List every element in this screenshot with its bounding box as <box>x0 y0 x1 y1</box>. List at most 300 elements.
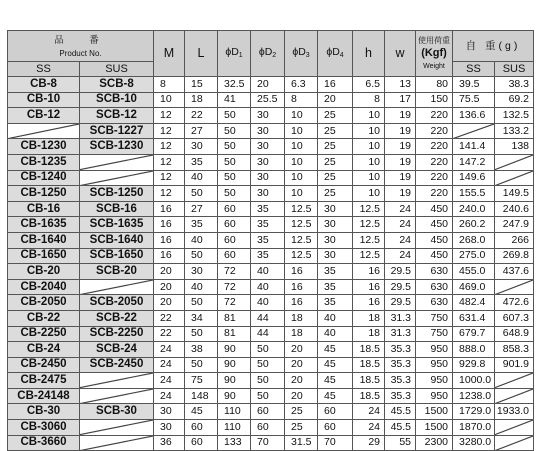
table-row <box>8 357 534 373</box>
d2-cell: 35 <box>251 217 285 233</box>
weight-sus-cell: 472.6 <box>495 295 534 311</box>
w-cell: 19 <box>385 186 416 202</box>
load-cell: 950 <box>416 357 453 373</box>
product-ss-cell: CB-20 <box>8 264 80 280</box>
weight-sus-cell: 607.3 <box>495 310 534 326</box>
d2-cell: 25.5 <box>251 92 285 108</box>
d4-cell: 30 <box>318 217 353 233</box>
d4-cell: 40 <box>318 326 353 342</box>
l-cell: 18 <box>185 92 218 108</box>
product-sus-cell: SCB-2250 <box>80 326 154 342</box>
product-ss-cell: CB-10 <box>8 92 80 108</box>
product-sus-cell-empty <box>80 388 154 404</box>
l-cell: 15 <box>185 77 218 93</box>
d3-cell: 10 <box>285 108 318 124</box>
d2-cell: 50 <box>251 342 285 358</box>
table-row <box>8 248 534 264</box>
diagonal-slash <box>495 436 533 451</box>
weight-sus-cell: 901.9 <box>495 357 534 373</box>
d4-label: ϕD <box>326 45 340 58</box>
load-cell: 220 <box>416 139 453 155</box>
d4-cell: 60 <box>318 420 353 436</box>
product-sus-cell-empty <box>80 420 154 436</box>
d2-subscript: 2 <box>272 51 277 59</box>
table-row <box>8 77 534 93</box>
table-row <box>8 420 534 436</box>
weight-ss-cell: 455.0 <box>453 264 495 280</box>
m-cell: 12 <box>154 139 185 155</box>
diagonal-slash <box>8 124 79 139</box>
d2-cell: 60 <box>251 420 285 436</box>
d1-cell: 41 <box>218 92 251 108</box>
d1-cell: 50 <box>218 186 251 202</box>
table-row <box>8 326 534 342</box>
h-cell: 16 <box>353 279 385 295</box>
m-cell: 16 <box>154 201 185 217</box>
weight-sus-cell: 69.2 <box>495 92 534 108</box>
col-header-h: h <box>353 31 385 77</box>
col-header-d1 <box>218 31 251 77</box>
h-cell: 18.5 <box>353 357 385 373</box>
product-number-header-en: Product No. <box>59 49 102 58</box>
w-cell: 17 <box>385 92 416 108</box>
l-cell: 38 <box>185 342 218 358</box>
d4-cell: 25 <box>318 170 353 186</box>
load-cell: 630 <box>416 295 453 311</box>
m-cell: 30 <box>154 404 185 420</box>
h-cell: 8 <box>353 92 385 108</box>
m-cell: 16 <box>154 232 185 248</box>
m-cell: 8 <box>154 77 185 93</box>
product-sus-cell: SCB-1650 <box>80 248 154 264</box>
load-cell: 950 <box>416 373 453 389</box>
weight-ss-cell: 147.2 <box>453 154 495 170</box>
d3-cell: 18 <box>285 326 318 342</box>
m-cell: 24 <box>154 357 185 373</box>
weight-ss-cell: 240.0 <box>453 201 495 217</box>
table-row <box>8 232 534 248</box>
w-cell: 35.3 <box>385 357 416 373</box>
w-cell: 31.3 <box>385 310 416 326</box>
load-cell: 450 <box>416 248 453 264</box>
weight-sus-cell: 269.8 <box>495 248 534 264</box>
l-cell: 40 <box>185 232 218 248</box>
d3-cell: 10 <box>285 154 318 170</box>
load-cell: 1500 <box>416 420 453 436</box>
load-cell: 220 <box>416 123 453 139</box>
l-cell: 60 <box>185 420 218 436</box>
w-cell: 45.5 <box>385 404 416 420</box>
d3-cell: 10 <box>285 186 318 202</box>
d4-cell: 35 <box>318 295 353 311</box>
spec-table <box>7 30 534 451</box>
weight-ss-cell: 260.2 <box>453 217 495 233</box>
d2-cell: 44 <box>251 310 285 326</box>
product-ss-cell: CB-8 <box>8 77 80 93</box>
l-cell: 45 <box>185 404 218 420</box>
load-cell: 220 <box>416 108 453 124</box>
product-sus-cell: SCB-22 <box>80 310 154 326</box>
diagonal-slash <box>80 436 153 451</box>
product-sus-cell-empty <box>80 373 154 389</box>
d1-cell: 60 <box>218 201 251 217</box>
weight-sus-cell-empty <box>495 170 534 186</box>
weight-sus-cell: 247.9 <box>495 217 534 233</box>
d2-cell: 35 <box>251 201 285 217</box>
table-row <box>8 310 534 326</box>
load-header-en: Weight <box>423 63 445 70</box>
m-cell: 12 <box>154 154 185 170</box>
w-cell: 13 <box>385 77 416 93</box>
d1-cell: 90 <box>218 342 251 358</box>
spec-table-body <box>8 77 534 451</box>
d2-cell: 50 <box>251 373 285 389</box>
weight-ss-cell: 1729.0 <box>453 404 495 420</box>
product-ss-cell: CB-2040 <box>8 279 80 295</box>
table-row <box>8 295 534 311</box>
w-cell: 24 <box>385 232 416 248</box>
product-sus-cell: SCB-1230 <box>80 139 154 155</box>
load-cell: 150 <box>416 92 453 108</box>
d3-cell: 10 <box>285 139 318 155</box>
l-cell: 35 <box>185 154 218 170</box>
d1-cell: 72 <box>218 279 251 295</box>
d1-cell: 32.5 <box>218 77 251 93</box>
w-cell: 24 <box>385 201 416 217</box>
load-cell: 630 <box>416 264 453 280</box>
product-sus-cell: SCB-8 <box>80 77 154 93</box>
d2-cell: 35 <box>251 248 285 264</box>
m-cell: 22 <box>154 310 185 326</box>
product-sus-cell: SCB-1227 <box>80 123 154 139</box>
h-cell: 29 <box>353 435 385 451</box>
d1-cell: 133 <box>218 435 251 451</box>
weight-sus-cell: 240.6 <box>495 201 534 217</box>
m-cell: 10 <box>154 92 185 108</box>
load-cell: 450 <box>416 217 453 233</box>
product-sus-cell: SCB-1635 <box>80 217 154 233</box>
weight-ss-cell: 275.0 <box>453 248 495 264</box>
d3-cell: 12.5 <box>285 232 318 248</box>
h-cell: 10 <box>353 108 385 124</box>
l-cell: 50 <box>185 186 218 202</box>
col-header-d2 <box>251 31 285 77</box>
d2-cell: 30 <box>251 154 285 170</box>
w-cell: 35.3 <box>385 373 416 389</box>
weight-ss-cell-empty <box>453 123 495 139</box>
w-cell: 35.3 <box>385 342 416 358</box>
m-cell: 12 <box>154 123 185 139</box>
d3-subscript: 3 <box>305 51 310 59</box>
product-sus-cell: SCB-2450 <box>80 357 154 373</box>
product-ss-cell: CB-1635 <box>8 217 80 233</box>
d2-cell: 40 <box>251 295 285 311</box>
load-header-unit: (Kgf) <box>421 47 447 59</box>
weight-sus-cell: 132.5 <box>495 108 534 124</box>
product-ss-cell: CB-2475 <box>8 373 80 389</box>
d3-cell: 6.3 <box>285 77 318 93</box>
col-header-d4 <box>318 31 353 77</box>
d3-cell: 12.5 <box>285 201 318 217</box>
w-cell: 19 <box>385 154 416 170</box>
d4-cell: 25 <box>318 123 353 139</box>
m-cell: 24 <box>154 373 185 389</box>
d3-cell: 31.5 <box>285 435 318 451</box>
diagonal-slash <box>495 155 533 170</box>
col-header-l: L <box>185 31 218 77</box>
product-ss-cell: CB-24148 <box>8 388 80 404</box>
w-cell: 19 <box>385 123 416 139</box>
load-cell: 80 <box>416 77 453 93</box>
d2-cell: 40 <box>251 279 285 295</box>
w-cell: 19 <box>385 139 416 155</box>
d1-label: ϕD <box>225 45 239 58</box>
d1-cell: 50 <box>218 139 251 155</box>
h-cell: 10 <box>353 170 385 186</box>
d3-cell: 20 <box>285 388 318 404</box>
d2-cell: 20 <box>251 77 285 93</box>
d3-cell: 20 <box>285 373 318 389</box>
diagonal-slash <box>80 171 153 186</box>
d3-cell: 16 <box>285 295 318 311</box>
d3-cell: 12.5 <box>285 217 318 233</box>
d4-cell: 70 <box>318 435 353 451</box>
h-cell: 18 <box>353 326 385 342</box>
w-cell: 29.5 <box>385 264 416 280</box>
l-cell: 50 <box>185 357 218 373</box>
m-cell: 16 <box>154 217 185 233</box>
load-cell: 1500 <box>416 404 453 420</box>
product-ss-cell: CB-2450 <box>8 357 80 373</box>
m-cell: 24 <box>154 388 185 404</box>
d2-cell: 35 <box>251 232 285 248</box>
d2-cell: 30 <box>251 186 285 202</box>
diagonal-slash <box>495 373 533 388</box>
d4-cell: 30 <box>318 232 353 248</box>
table-row <box>8 264 534 280</box>
weight-ss-cell: 3280.0 <box>453 435 495 451</box>
h-cell: 18 <box>353 310 385 326</box>
l-cell: 22 <box>185 108 218 124</box>
col-header-d3 <box>285 31 318 77</box>
col-header-w: w <box>385 31 416 77</box>
h-cell: 24 <box>353 404 385 420</box>
d1-cell: 60 <box>218 232 251 248</box>
m-cell: 24 <box>154 342 185 358</box>
d1-cell: 90 <box>218 388 251 404</box>
w-cell: 29.5 <box>385 295 416 311</box>
diagonal-slash <box>80 280 153 295</box>
d4-cell: 45 <box>318 373 353 389</box>
table-row <box>8 154 534 170</box>
header-row-main <box>8 31 534 62</box>
d4-cell: 35 <box>318 264 353 280</box>
table-row <box>8 92 534 108</box>
weight-ss-cell: 39.5 <box>453 77 495 93</box>
weight-ss-cell: 888.0 <box>453 342 495 358</box>
table-row <box>8 123 534 139</box>
col-header-ss: SS <box>8 62 80 77</box>
d2-cell: 30 <box>251 139 285 155</box>
d4-cell: 45 <box>318 357 353 373</box>
d4-cell: 25 <box>318 154 353 170</box>
product-sus-cell-empty <box>80 154 154 170</box>
d1-cell: 110 <box>218 420 251 436</box>
d2-cell: 40 <box>251 264 285 280</box>
weight-sus-cell: 266 <box>495 232 534 248</box>
diagonal-slash <box>453 124 494 139</box>
d3-cell: 20 <box>285 342 318 358</box>
d3-cell: 25 <box>285 420 318 436</box>
w-cell: 31.3 <box>385 326 416 342</box>
l-cell: 75 <box>185 373 218 389</box>
weight-sus-cell: 648.9 <box>495 326 534 342</box>
m-cell: 20 <box>154 295 185 311</box>
table-row <box>8 373 534 389</box>
d1-cell: 81 <box>218 326 251 342</box>
weight-sus-cell: 133.2 <box>495 123 534 139</box>
h-cell: 18.5 <box>353 373 385 389</box>
weight-ss-cell: 155.5 <box>453 186 495 202</box>
product-sus-cell: SCB-16 <box>80 201 154 217</box>
product-ss-cell: CB-3060 <box>8 420 80 436</box>
col-header-load <box>416 31 453 77</box>
weight-ss-cell: 136.6 <box>453 108 495 124</box>
d2-cell: 30 <box>251 170 285 186</box>
diagonal-slash <box>80 373 153 388</box>
h-cell: 12.5 <box>353 217 385 233</box>
l-cell: 40 <box>185 279 218 295</box>
d1-cell: 50 <box>218 170 251 186</box>
w-cell: 24 <box>385 217 416 233</box>
d3-cell: 10 <box>285 170 318 186</box>
d3-cell: 20 <box>285 357 318 373</box>
weight-ss-cell: 1000.0 <box>453 373 495 389</box>
l-cell: 50 <box>185 295 218 311</box>
d4-cell: 45 <box>318 342 353 358</box>
d2-cell: 44 <box>251 326 285 342</box>
table-row <box>8 388 534 404</box>
d3-cell: 16 <box>285 264 318 280</box>
h-cell: 12.5 <box>353 201 385 217</box>
d3-cell: 12.5 <box>285 248 318 264</box>
l-cell: 30 <box>185 264 218 280</box>
table-row <box>8 186 534 202</box>
product-sus-cell: SCB-24 <box>80 342 154 358</box>
m-cell: 16 <box>154 248 185 264</box>
h-cell: 12.5 <box>353 232 385 248</box>
d2-cell: 60 <box>251 404 285 420</box>
table-row <box>8 279 534 295</box>
d4-cell: 16 <box>318 77 353 93</box>
table-row <box>8 404 534 420</box>
h-cell: 18.5 <box>353 388 385 404</box>
weight-ss-cell: 679.7 <box>453 326 495 342</box>
h-cell: 10 <box>353 186 385 202</box>
col-header-weight-ss: SS <box>453 62 495 77</box>
m-cell: 20 <box>154 264 185 280</box>
l-cell: 50 <box>185 248 218 264</box>
weight-sus-cell: 149.5 <box>495 186 534 202</box>
product-number-header-jp: 品 番 <box>54 35 107 46</box>
m-cell: 30 <box>154 420 185 436</box>
product-ss-cell: CB-1240 <box>8 170 80 186</box>
d4-cell: 20 <box>318 92 353 108</box>
weight-sus-cell-empty <box>495 388 534 404</box>
l-cell: 27 <box>185 123 218 139</box>
product-ss-cell: CB-3660 <box>8 435 80 451</box>
m-cell: 20 <box>154 279 185 295</box>
load-cell: 750 <box>416 310 453 326</box>
weight-ss-cell: 631.4 <box>453 310 495 326</box>
d1-cell: 72 <box>218 264 251 280</box>
load-cell: 950 <box>416 388 453 404</box>
load-cell: 2300 <box>416 435 453 451</box>
d4-cell: 40 <box>318 310 353 326</box>
h-cell: 18.5 <box>353 342 385 358</box>
weight-sus-cell-empty <box>495 373 534 389</box>
l-cell: 40 <box>185 170 218 186</box>
product-ss-cell-empty <box>8 123 80 139</box>
h-cell: 10 <box>353 154 385 170</box>
h-cell: 12.5 <box>353 248 385 264</box>
m-cell: 22 <box>154 326 185 342</box>
weight-ss-cell: 1870.0 <box>453 420 495 436</box>
weight-sus-cell: 858.3 <box>495 342 534 358</box>
product-sus-cell: SCB-1640 <box>80 232 154 248</box>
table-row <box>8 139 534 155</box>
table-row <box>8 342 534 358</box>
d2-cell: 50 <box>251 388 285 404</box>
product-ss-cell: CB-24 <box>8 342 80 358</box>
w-cell: 19 <box>385 170 416 186</box>
weight-sus-cell-empty <box>495 435 534 451</box>
load-cell: 950 <box>416 342 453 358</box>
product-ss-cell: CB-2050 <box>8 295 80 311</box>
product-sus-cell: SCB-12 <box>80 108 154 124</box>
d3-cell: 25 <box>285 404 318 420</box>
d1-subscript: 1 <box>238 51 243 59</box>
product-number-header <box>8 31 154 62</box>
h-cell: 10 <box>353 139 385 155</box>
l-cell: 34 <box>185 310 218 326</box>
d2-cell: 70 <box>251 435 285 451</box>
l-cell: 50 <box>185 326 218 342</box>
d4-cell: 25 <box>318 139 353 155</box>
weight-ss-cell: 268.0 <box>453 232 495 248</box>
d2-label: ϕD <box>258 45 273 58</box>
product-ss-cell: CB-1230 <box>8 139 80 155</box>
d1-cell: 110 <box>218 404 251 420</box>
d3-cell: 18 <box>285 310 318 326</box>
product-ss-cell: CB-1640 <box>8 232 80 248</box>
weight-sus-cell-empty <box>495 279 534 295</box>
diagonal-slash <box>495 389 533 404</box>
product-ss-cell: CB-30 <box>8 404 80 420</box>
d4-cell: 35 <box>318 279 353 295</box>
d3-cell: 8 <box>285 92 318 108</box>
d1-cell: 90 <box>218 357 251 373</box>
d1-cell: 60 <box>218 248 251 264</box>
table-row <box>8 201 534 217</box>
m-cell: 36 <box>154 435 185 451</box>
h-cell: 16 <box>353 264 385 280</box>
col-header-weight: 自 重(g) <box>453 31 534 62</box>
d4-cell: 25 <box>318 108 353 124</box>
col-header-m: M <box>154 31 185 77</box>
load-cell: 220 <box>416 154 453 170</box>
l-cell: 35 <box>185 217 218 233</box>
